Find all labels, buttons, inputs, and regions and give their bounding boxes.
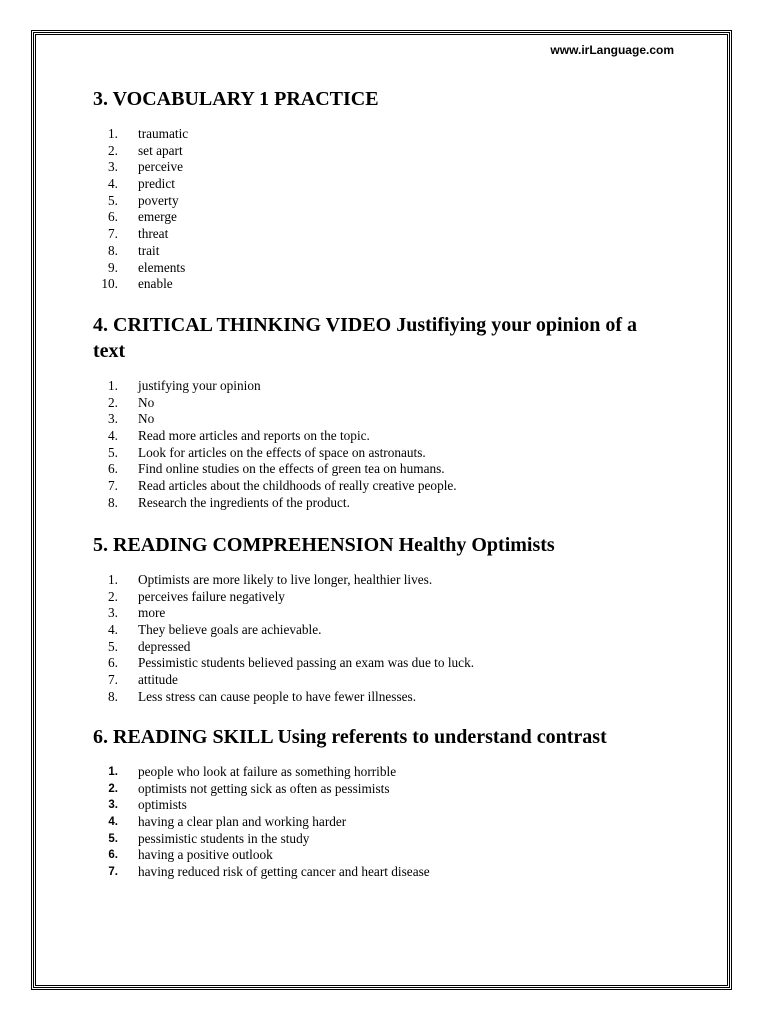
list-item-number: 4.	[108, 816, 118, 829]
list-item	[108, 494, 673, 512]
list-item-text: perceives failure negatively	[138, 588, 285, 604]
list-item-text: set apart	[138, 142, 183, 158]
list-item-number: 10.	[101, 276, 118, 292]
list-item-text: threat	[138, 226, 169, 242]
list-item-number: 7.	[108, 226, 118, 242]
list-item-number: 7.	[108, 866, 118, 879]
list-item-text: trait	[138, 242, 160, 258]
section-title: 5. READING COMPREHENSION Healthy Optimists	[93, 534, 555, 556]
list-item-number: 8.	[108, 688, 118, 704]
list-item	[108, 622, 555, 639]
list-item	[108, 572, 555, 589]
answer-list	[93, 126, 379, 293]
list-item	[108, 428, 673, 445]
list-item-text: perceive	[138, 159, 184, 175]
list-item	[108, 672, 555, 689]
list-item-text: people who look at failure as something horrible	[138, 764, 397, 779]
list-item	[108, 209, 379, 226]
list-item-number: 1.	[108, 126, 118, 141]
section-vocabulary-practice	[93, 86, 379, 293]
list-item-text: Find online studies on the effects of green tea on humans.	[138, 461, 445, 477]
list-item	[108, 142, 379, 160]
answer-list	[93, 378, 673, 512]
list-item-number: 8.	[108, 494, 118, 510]
list-item-number: 6.	[108, 655, 118, 671]
list-item	[108, 605, 555, 622]
list-item-text: depressed	[138, 638, 191, 654]
list-item-text: No	[138, 411, 155, 427]
list-item-text: optimists not getting sick as often as pessimists	[138, 780, 390, 796]
list-item-text: having a clear plan and working harder	[138, 814, 347, 830]
list-item-number: 3.	[108, 159, 118, 175]
section-title: 4. CRITICAL THINKING VIDEO Justifiying your opinion of a text	[93, 314, 638, 362]
list-item-text: justifying your opinion	[138, 378, 261, 393]
list-item-number: 3.	[108, 605, 118, 621]
list-item-text: attitude	[138, 672, 178, 688]
list-item-number: 6.	[108, 461, 118, 477]
list-item-text: Pessimistic students believed passing an exam was due to luck.	[138, 655, 475, 671]
list-item	[108, 394, 673, 412]
list-item-number: 6.	[108, 209, 118, 225]
list-item	[108, 864, 607, 881]
list-item-text: No	[138, 394, 155, 410]
list-item-number: 7.	[108, 478, 118, 494]
section-reading-comprehension	[93, 532, 555, 706]
list-item	[108, 814, 607, 831]
list-item-number: 4.	[108, 428, 118, 444]
site-url: www.irLanguage.com	[550, 43, 674, 57]
section-title: 3. VOCABULARY 1 PRACTICE	[93, 88, 379, 110]
list-item-number: 1.	[108, 572, 118, 587]
list-item-number: 5.	[108, 832, 118, 845]
list-item-text: emerge	[138, 209, 177, 225]
list-item-text: pessimistic students in the study	[138, 830, 310, 846]
list-item	[108, 797, 607, 814]
answer-list	[93, 764, 607, 881]
list-item	[108, 259, 379, 277]
list-item-number: 7.	[108, 672, 118, 688]
list-item-text: predict	[138, 176, 175, 192]
list-item	[108, 830, 607, 848]
list-item-number: 4.	[108, 176, 118, 192]
list-item	[108, 688, 555, 706]
list-item	[108, 478, 673, 495]
list-item	[108, 176, 379, 193]
list-item-number: 2.	[108, 142, 118, 158]
section-critical-thinking	[93, 312, 673, 512]
list-item-number: 2.	[108, 782, 118, 795]
list-item	[108, 780, 607, 798]
list-item-text: Look for articles on the effects of space on astronauts.	[138, 444, 426, 460]
list-item-number: 9.	[108, 259, 118, 275]
list-item-number: 5.	[108, 638, 118, 654]
list-item	[108, 378, 673, 395]
list-item-number: 4.	[108, 622, 118, 638]
list-item-text: traumatic	[138, 126, 189, 141]
list-item-text: Read articles about the childhoods of really creative people.	[138, 478, 457, 494]
list-item-text: poverty	[138, 192, 179, 208]
list-item	[108, 764, 607, 781]
list-item	[108, 411, 673, 428]
list-item-number: 3.	[108, 411, 118, 427]
list-item-number: 5.	[108, 192, 118, 208]
list-item	[108, 655, 555, 672]
list-item	[108, 242, 379, 260]
list-item	[108, 126, 379, 143]
list-item	[108, 847, 607, 864]
list-item-text: elements	[138, 259, 186, 275]
list-item	[108, 638, 555, 656]
list-item-text: more	[138, 605, 166, 621]
list-item	[108, 461, 673, 478]
list-item-text: Research the ingredients of the product.	[138, 494, 350, 510]
list-item-text: optimists	[138, 797, 187, 813]
list-item-number: 8.	[108, 242, 118, 258]
list-item-text: having reduced risk of getting cancer and heart disease	[138, 864, 430, 880]
list-item-number: 1.	[108, 378, 118, 393]
list-item	[108, 159, 379, 176]
list-item-number: 2.	[108, 588, 118, 604]
list-item-text: Less stress can cause people to have fewer illnesses.	[138, 688, 417, 704]
answer-list	[93, 572, 555, 706]
list-item-text: enable	[138, 276, 173, 292]
list-item-text: Read more articles and reports on the topic.	[138, 428, 370, 444]
list-item-text: Optimists are more likely to live longer, healthier lives.	[138, 572, 433, 587]
section-reading-skill	[93, 724, 607, 881]
list-item	[108, 588, 555, 606]
list-item	[101, 276, 379, 293]
list-item-number: 2.	[108, 394, 118, 410]
list-item-text: They believe goals are achievable.	[138, 622, 322, 638]
list-item	[108, 226, 379, 243]
list-item	[108, 444, 673, 462]
list-item	[108, 192, 379, 210]
list-item-number: 3.	[108, 799, 118, 812]
list-item-number: 1.	[108, 766, 118, 778]
list-item-text: having a positive outlook	[138, 847, 273, 863]
list-item-number: 6.	[108, 849, 118, 862]
section-title: 6. READING SKILL Using referents to understand contrast	[93, 726, 607, 748]
list-item-number: 5.	[108, 444, 118, 460]
